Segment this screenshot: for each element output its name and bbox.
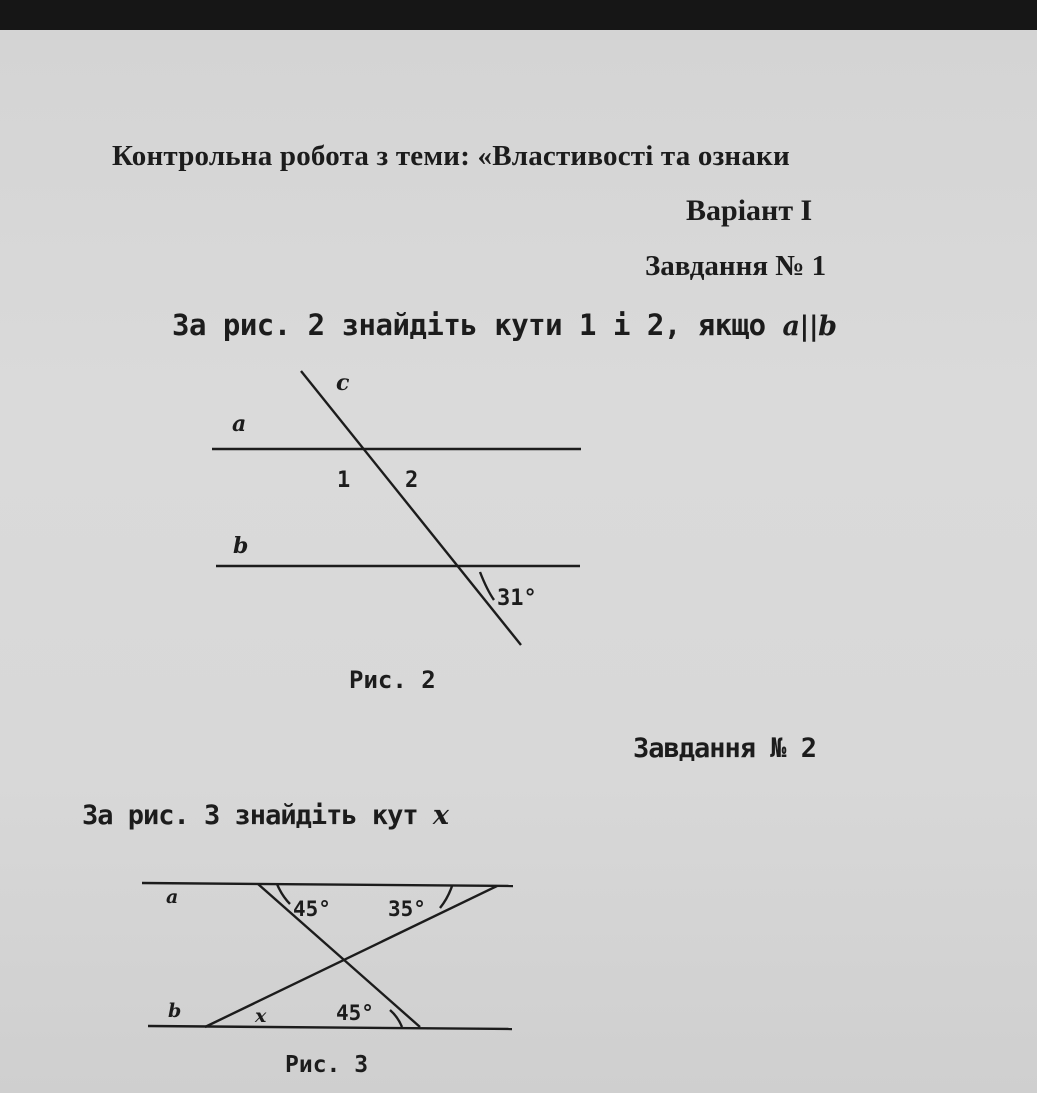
fig3-arc-top-right [440, 886, 452, 908]
fig2-angle-1: 1 [337, 468, 351, 493]
fig3-arc-bottom-right [390, 1010, 402, 1027]
fig2-angle-2: 2 [405, 468, 419, 493]
fig2-label-c: c [336, 370, 350, 396]
fig2-label-a: a [232, 411, 247, 437]
fig3-label-b: b [168, 1000, 182, 1022]
task2-question-var: x [432, 800, 448, 831]
task2-question-text: За рис. 3 знайдіть кут [82, 800, 433, 831]
fig3-angle-bottom-right: 45° [336, 1001, 374, 1025]
document-title: Контрольна робота з теми: «Властивості та ознаки [112, 140, 790, 172]
fig2-caption: Рис. 2 [349, 666, 436, 694]
fig3-line-a [142, 883, 513, 886]
task1-question-text: За рис. 2 знайдіть кути 1 і 2, якщо [172, 308, 783, 342]
fig3-line-b [148, 1026, 512, 1029]
fig2-given-angle: 31° [497, 586, 537, 611]
fig3-label-a: a [166, 886, 179, 908]
fig2-transversal-c [301, 371, 521, 645]
variant-heading: Варіант I [686, 194, 813, 227]
task2-heading: Завдання № 2 [633, 733, 817, 764]
task1-question-condition: a||b [782, 311, 837, 342]
fig3-caption: Рис. 3 [285, 1052, 369, 1078]
fig3-angle-top-left: 45° [293, 897, 331, 921]
task1-heading: Завдання № 1 [645, 250, 827, 282]
fig3-angle-x: x [255, 1005, 267, 1027]
fig3-angle-top-right: 35° [388, 897, 426, 921]
fig2-label-b: b [233, 533, 249, 559]
